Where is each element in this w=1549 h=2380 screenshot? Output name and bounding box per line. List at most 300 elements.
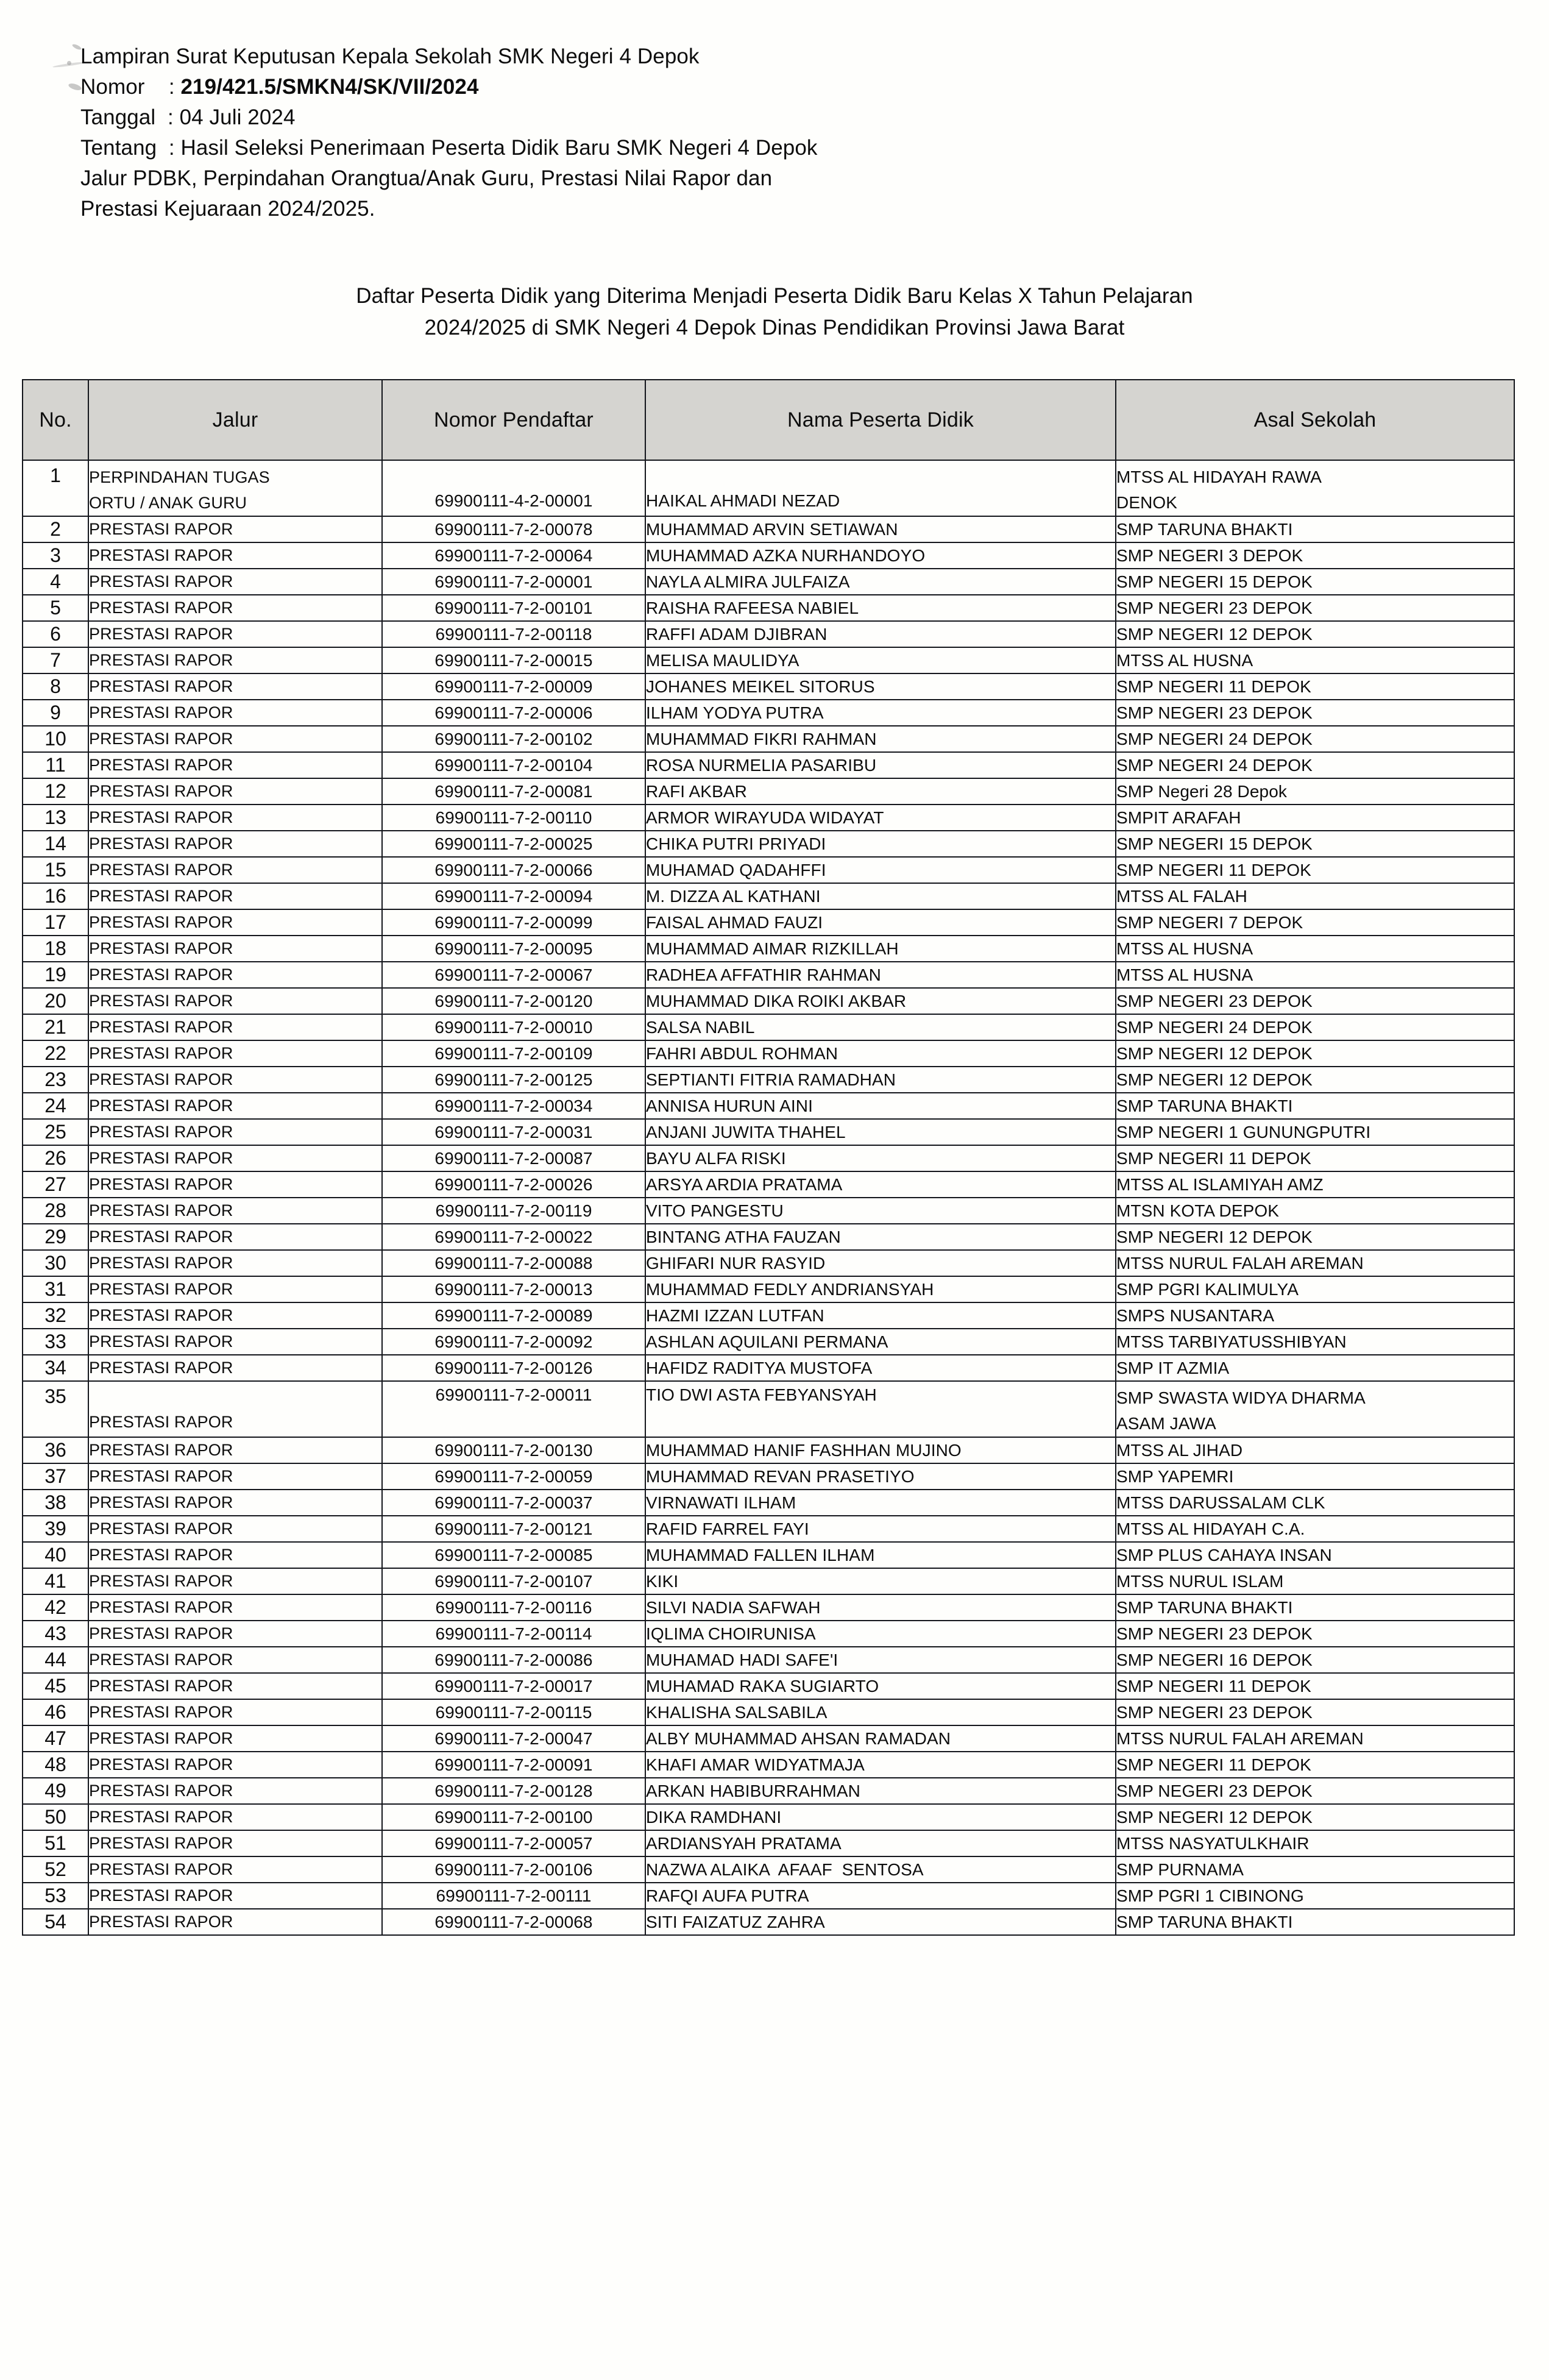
table-row bbox=[23, 1725, 1514, 1752]
cell-nomor-pendaftar: 69900111-7-2-00120 bbox=[382, 988, 645, 1014]
cell-asal-sekolah: SMP NEGERI 15 DEPOK bbox=[1116, 569, 1514, 595]
cell-jalur: PRESTASI RAPOR bbox=[88, 1463, 382, 1490]
cell-nama-peserta-didik: MUHAMMAD ARVIN SETIAWAN bbox=[645, 516, 1116, 542]
cell-nama-peserta-didik: KHAFI AMAR WIDYATMAJA bbox=[645, 1752, 1116, 1778]
cell-nama-peserta-didik: MUHAMMAD DIKA ROIKI AKBAR bbox=[645, 988, 1116, 1014]
cell-nomor-pendaftar: 69900111-7-2-00031 bbox=[382, 1119, 645, 1145]
cell-nama-peserta-didik: MUHAMMAD FEDLY ANDRIANSYAH bbox=[645, 1276, 1116, 1302]
cell-asal-sekolah: SMP NEGERI 11 DEPOK bbox=[1116, 857, 1514, 883]
cell-jalur: PRESTASI RAPOR bbox=[88, 752, 382, 778]
cell-no: 54 bbox=[23, 1909, 88, 1935]
cell-jalur: PRESTASI RAPOR bbox=[88, 831, 382, 857]
cell-asal-sekolah: SMP NEGERI 7 DEPOK bbox=[1116, 909, 1514, 936]
header-line-1 bbox=[80, 41, 1177, 72]
cell-nama-peserta-didik: MUHAMMAD AZKA NURHANDOYO bbox=[645, 542, 1116, 569]
cell-nama-peserta-didik: VITO PANGESTU bbox=[645, 1198, 1116, 1224]
cell-jalur: PRESTASI RAPOR bbox=[88, 1830, 382, 1856]
cell-jalur: PRESTASI RAPOR bbox=[88, 1437, 382, 1463]
cell-jalur: PRESTASI RAPOR bbox=[88, 1647, 382, 1673]
cell-asal-sekolah: SMP NEGERI 16 DEPOK bbox=[1116, 1647, 1514, 1673]
cell-no: 30 bbox=[23, 1250, 88, 1276]
cell-nomor-pendaftar: 69900111-7-2-00107 bbox=[382, 1568, 645, 1594]
cell-nama-peserta-didik: MUHAMMAD FIKRI RAHMAN bbox=[645, 726, 1116, 752]
cell-jalur: PRESTASI RAPOR bbox=[88, 1093, 382, 1119]
cell-nomor-pendaftar: 69900111-7-2-00106 bbox=[382, 1856, 645, 1883]
cell-no: 32 bbox=[23, 1302, 88, 1329]
cell-no: 19 bbox=[23, 962, 88, 988]
cell-jalur: PRESTASI RAPOR bbox=[88, 1725, 382, 1752]
cell-nomor-pendaftar: 69900111-7-2-00111 bbox=[382, 1883, 645, 1909]
cell-no: 18 bbox=[23, 936, 88, 962]
table-row bbox=[23, 962, 1514, 988]
cell-asal-sekolah: SMP NEGERI 23 DEPOK bbox=[1116, 700, 1514, 726]
cell-nama-peserta-didik: CHIKA PUTRI PRIYADI bbox=[645, 831, 1116, 857]
cell-nomor-pendaftar: 69900111-7-2-00100 bbox=[382, 1804, 645, 1830]
header-line-label: Nomor : bbox=[80, 75, 181, 99]
cell-nomor-pendaftar: 69900111-7-2-00057 bbox=[382, 1830, 645, 1856]
cell-jalur: PRESTASI RAPOR bbox=[88, 1171, 382, 1198]
table-row bbox=[23, 700, 1514, 726]
header-line-3 bbox=[80, 102, 1177, 133]
table-row bbox=[23, 621, 1514, 647]
cell-jalur: PRESTASI RAPOR bbox=[88, 1119, 382, 1145]
table-header bbox=[23, 380, 1514, 460]
cell-nama-peserta-didik: ANJANI JUWITA THAHEL bbox=[645, 1119, 1116, 1145]
table-row bbox=[23, 1463, 1514, 1490]
students-table-wrapper bbox=[22, 379, 1514, 1936]
cell-nomor-pendaftar: 69900111-7-2-00114 bbox=[382, 1621, 645, 1647]
cell-nomor-pendaftar: 69900111-7-2-00087 bbox=[382, 1145, 645, 1171]
table-row bbox=[23, 673, 1514, 700]
cell-no: 4 bbox=[23, 569, 88, 595]
header-line-label: Tentang : Hasil Seleksi Penerimaan Peserta Didik Baru SMK Negeri 4 Depok bbox=[80, 136, 818, 160]
cell-no: 5 bbox=[23, 595, 88, 621]
cell-no: 11 bbox=[23, 752, 88, 778]
cell-nama-peserta-didik: BINTANG ATHA FAUZAN bbox=[645, 1224, 1116, 1250]
header-line-5 bbox=[80, 163, 1177, 194]
table-row bbox=[23, 1673, 1514, 1699]
cell-nomor-pendaftar: 69900111-7-2-00121 bbox=[382, 1516, 645, 1542]
table-row bbox=[23, 1171, 1514, 1198]
cell-no: 43 bbox=[23, 1621, 88, 1647]
cell-jalur: PRESTASI RAPOR bbox=[88, 516, 382, 542]
cell-nama-peserta-didik: TIO DWI ASTA FEBYANSYAH bbox=[645, 1381, 1116, 1437]
cell-jalur: PRESTASI RAPOR bbox=[88, 1490, 382, 1516]
table-row bbox=[23, 936, 1514, 962]
cell-jalur: PRESTASI RAPOR bbox=[88, 1856, 382, 1883]
table-row bbox=[23, 542, 1514, 569]
cell-nomor-pendaftar: 69900111-7-2-00130 bbox=[382, 1437, 645, 1463]
cell-asal-sekolah: MTSS AL HUSNA bbox=[1116, 962, 1514, 988]
cell-nama-peserta-didik: MUHAMAD RAKA SUGIARTO bbox=[645, 1673, 1116, 1699]
table-row bbox=[23, 1198, 1514, 1224]
cell-nama-peserta-didik: MUHAMAD HADI SAFE'I bbox=[645, 1647, 1116, 1673]
cell-nomor-pendaftar: 69900111-7-2-00009 bbox=[382, 673, 645, 700]
cell-no: 33 bbox=[23, 1329, 88, 1355]
cell-no: 48 bbox=[23, 1752, 88, 1778]
cell-asal-sekolah: SMP NEGERI 12 DEPOK bbox=[1116, 1224, 1514, 1250]
cell-asal-sekolah: SMP TARUNA BHAKTI bbox=[1116, 1093, 1514, 1119]
cell-asal-sekolah: SMP NEGERI 12 DEPOK bbox=[1116, 621, 1514, 647]
cell-no: 45 bbox=[23, 1673, 88, 1699]
cell-asal-sekolah: MTSS AL HIDAYAH RAWA DENOK bbox=[1116, 460, 1514, 516]
cell-no: 35 bbox=[23, 1381, 88, 1437]
cell-asal-sekolah: SMPS NUSANTARA bbox=[1116, 1302, 1514, 1329]
cell-nomor-pendaftar: 69900111-7-2-00047 bbox=[382, 1725, 645, 1752]
cell-no: 9 bbox=[23, 700, 88, 726]
cell-no: 41 bbox=[23, 1568, 88, 1594]
col-header-nama: Nama Peserta Didik bbox=[645, 380, 1116, 460]
table-row bbox=[23, 726, 1514, 752]
cell-nama-peserta-didik: ARMOR WIRAYUDA WIDAYAT bbox=[645, 805, 1116, 831]
table-row bbox=[23, 778, 1514, 805]
cell-jalur: PRESTASI RAPOR bbox=[88, 1224, 382, 1250]
cell-no: 38 bbox=[23, 1490, 88, 1516]
cell-asal-sekolah: SMP NEGERI 24 DEPOK bbox=[1116, 1014, 1514, 1040]
cell-nomor-pendaftar: 69900111-7-2-00006 bbox=[382, 700, 645, 726]
table-row bbox=[23, 1621, 1514, 1647]
cell-nama-peserta-didik: RAFQI AUFA PUTRA bbox=[645, 1883, 1116, 1909]
cell-no: 25 bbox=[23, 1119, 88, 1145]
table-row bbox=[23, 1830, 1514, 1856]
cell-nomor-pendaftar: 69900111-7-2-00078 bbox=[382, 516, 645, 542]
cell-jalur: PRESTASI RAPOR bbox=[88, 673, 382, 700]
cell-nama-peserta-didik: FAISAL AHMAD FAUZI bbox=[645, 909, 1116, 936]
table-row bbox=[23, 1647, 1514, 1673]
cell-nomor-pendaftar: 69900111-7-2-00017 bbox=[382, 1673, 645, 1699]
table-row bbox=[23, 1119, 1514, 1145]
header-line-value: 219/421.5/SMKN4/SK/VII/2024 bbox=[180, 75, 479, 99]
cell-nomor-pendaftar: 69900111-7-2-00110 bbox=[382, 805, 645, 831]
cell-asal-sekolah: SMP TARUNA BHAKTI bbox=[1116, 1909, 1514, 1935]
cell-asal-sekolah: SMP NEGERI 24 DEPOK bbox=[1116, 752, 1514, 778]
cell-nama-peserta-didik: MUHAMAD QADAHFFI bbox=[645, 857, 1116, 883]
cell-nomor-pendaftar: 69900111-7-2-00015 bbox=[382, 647, 645, 673]
cell-nama-peserta-didik: ARKAN HABIBURRAHMAN bbox=[645, 1778, 1116, 1804]
cell-nomor-pendaftar: 69900111-7-2-00119 bbox=[382, 1198, 645, 1224]
cell-nomor-pendaftar: 69900111-7-2-00067 bbox=[382, 962, 645, 988]
cell-nomor-pendaftar: 69900111-7-2-00092 bbox=[382, 1329, 645, 1355]
cell-asal-sekolah: SMP PURNAMA bbox=[1116, 1856, 1514, 1883]
cell-no: 20 bbox=[23, 988, 88, 1014]
cell-no: 46 bbox=[23, 1699, 88, 1725]
table-row bbox=[23, 1594, 1514, 1621]
table-row bbox=[23, 1856, 1514, 1883]
cell-no: 1 bbox=[23, 460, 88, 516]
header-line-label: Jalur PDBK, Perpindahan Orangtua/Anak Guru, Prestasi Nilai Rapor dan bbox=[80, 166, 773, 190]
cell-jalur: PRESTASI RAPOR bbox=[88, 883, 382, 909]
cell-nomor-pendaftar: 69900111-7-2-00101 bbox=[382, 595, 645, 621]
cell-nomor-pendaftar: 69900111-7-2-00128 bbox=[382, 1778, 645, 1804]
cell-jalur: PRESTASI RAPOR bbox=[88, 1355, 382, 1381]
cell-no: 50 bbox=[23, 1804, 88, 1830]
cell-no: 15 bbox=[23, 857, 88, 883]
cell-nomor-pendaftar: 69900111-7-2-00001 bbox=[382, 569, 645, 595]
cell-no: 26 bbox=[23, 1145, 88, 1171]
cell-jalur: PRESTASI RAPOR bbox=[88, 621, 382, 647]
cell-jalur: PRESTASI RAPOR bbox=[88, 1621, 382, 1647]
cell-jalur: PERPINDAHAN TUGAS ORTU / ANAK GURU bbox=[88, 460, 382, 516]
cell-jalur: PRESTASI RAPOR bbox=[88, 569, 382, 595]
cell-no: 22 bbox=[23, 1040, 88, 1067]
table-row bbox=[23, 1542, 1514, 1568]
cell-asal-sekolah: MTSS AL ISLAMIYAH AMZ bbox=[1116, 1171, 1514, 1198]
cell-no: 51 bbox=[23, 1830, 88, 1856]
cell-no: 34 bbox=[23, 1355, 88, 1381]
cell-no: 2 bbox=[23, 516, 88, 542]
cell-no: 44 bbox=[23, 1647, 88, 1673]
cell-no: 31 bbox=[23, 1276, 88, 1302]
cell-nomor-pendaftar: 69900111-7-2-00116 bbox=[382, 1594, 645, 1621]
cell-nomor-pendaftar: 69900111-7-2-00085 bbox=[382, 1542, 645, 1568]
cell-no: 52 bbox=[23, 1856, 88, 1883]
cell-nomor-pendaftar: 69900111-7-2-00010 bbox=[382, 1014, 645, 1040]
cell-asal-sekolah: SMP TARUNA BHAKTI bbox=[1116, 516, 1514, 542]
cell-asal-sekolah: MTSS AL JIHAD bbox=[1116, 1437, 1514, 1463]
cell-asal-sekolah: MTSS NURUL ISLAM bbox=[1116, 1568, 1514, 1594]
cell-jalur: PRESTASI RAPOR bbox=[88, 1883, 382, 1909]
cell-nama-peserta-didik: MUHAMMAD HANIF FASHHAN MUJINO bbox=[645, 1437, 1116, 1463]
cell-jalur: PRESTASI RAPOR bbox=[88, 1329, 382, 1355]
cell-asal-sekolah: MTSS AL HUSNA bbox=[1116, 647, 1514, 673]
cell-no: 21 bbox=[23, 1014, 88, 1040]
cell-nama-peserta-didik: RAFFI ADAM DJIBRAN bbox=[645, 621, 1116, 647]
cell-jalur: PRESTASI RAPOR bbox=[88, 726, 382, 752]
header-line-4 bbox=[80, 133, 1177, 163]
cell-nomor-pendaftar: 69900111-7-2-00034 bbox=[382, 1093, 645, 1119]
cell-asal-sekolah: SMP NEGERI 23 DEPOK bbox=[1116, 595, 1514, 621]
cell-no: 13 bbox=[23, 805, 88, 831]
cell-nomor-pendaftar: 69900111-7-2-00089 bbox=[382, 1302, 645, 1329]
cell-nomor-pendaftar: 69900111-7-2-00064 bbox=[382, 542, 645, 569]
cell-nama-peserta-didik: RADHEA AFFATHIR RAHMAN bbox=[645, 962, 1116, 988]
cell-no: 14 bbox=[23, 831, 88, 857]
cell-asal-sekolah: SMP YAPEMRI bbox=[1116, 1463, 1514, 1490]
cell-no: 40 bbox=[23, 1542, 88, 1568]
cell-no: 53 bbox=[23, 1883, 88, 1909]
cell-asal-sekolah: MTSS AL FALAH bbox=[1116, 883, 1514, 909]
table-row bbox=[23, 1145, 1514, 1171]
cell-jalur: PRESTASI RAPOR bbox=[88, 1594, 382, 1621]
cell-no: 42 bbox=[23, 1594, 88, 1621]
cell-jalur: PRESTASI RAPOR bbox=[88, 1673, 382, 1699]
table-row bbox=[23, 1883, 1514, 1909]
header-line-6 bbox=[80, 194, 1177, 224]
table-row bbox=[23, 831, 1514, 857]
cell-nomor-pendaftar: 69900111-7-2-00037 bbox=[382, 1490, 645, 1516]
cell-nomor-pendaftar: 69900111-7-2-00022 bbox=[382, 1224, 645, 1250]
cell-nomor-pendaftar: 69900111-7-2-00095 bbox=[382, 936, 645, 962]
cell-nama-peserta-didik: MUHAMMAD FALLEN ILHAM bbox=[645, 1542, 1116, 1568]
cell-jalur: PRESTASI RAPOR bbox=[88, 1516, 382, 1542]
table-row bbox=[23, 1752, 1514, 1778]
cell-jalur: PRESTASI RAPOR bbox=[88, 1145, 382, 1171]
cell-jalur: PRESTASI RAPOR bbox=[88, 857, 382, 883]
cell-asal-sekolah: SMP SWASTA WIDYA DHARMA ASAM JAWA bbox=[1116, 1381, 1514, 1437]
cell-nama-peserta-didik: MELISA MAULIDYA bbox=[645, 647, 1116, 673]
col-header-jalur: Jalur bbox=[88, 380, 382, 460]
table-row bbox=[23, 1804, 1514, 1830]
cell-nomor-pendaftar: 69900111-7-2-00109 bbox=[382, 1040, 645, 1067]
cell-nama-peserta-didik: SALSA NABIL bbox=[645, 1014, 1116, 1040]
table-row bbox=[23, 460, 1514, 516]
table-row bbox=[23, 1302, 1514, 1329]
cell-jalur: PRESTASI RAPOR bbox=[88, 1381, 382, 1437]
cell-nama-peserta-didik: HAFIDZ RADITYA MUSTOFA bbox=[645, 1355, 1116, 1381]
cell-asal-sekolah: SMP NEGERI 23 DEPOK bbox=[1116, 1699, 1514, 1725]
cell-nama-peserta-didik: IQLIMA CHOIRUNISA bbox=[645, 1621, 1116, 1647]
cell-asal-sekolah: MTSS NURUL FALAH AREMAN bbox=[1116, 1250, 1514, 1276]
cell-nama-peserta-didik: ARDIANSYAH PRATAMA bbox=[645, 1830, 1116, 1856]
cell-jalur: PRESTASI RAPOR bbox=[88, 1542, 382, 1568]
cell-asal-sekolah: MTSS NASYATULKHAIR bbox=[1116, 1830, 1514, 1856]
table-row bbox=[23, 1250, 1514, 1276]
cell-jalur: PRESTASI RAPOR bbox=[88, 1302, 382, 1329]
table-row bbox=[23, 1276, 1514, 1302]
cell-nomor-pendaftar: 69900111-7-2-00088 bbox=[382, 1250, 645, 1276]
table-row bbox=[23, 1355, 1514, 1381]
table-header-row bbox=[23, 380, 1514, 460]
cell-asal-sekolah: SMP PGRI 1 CIBINONG bbox=[1116, 1883, 1514, 1909]
cell-jalur: PRESTASI RAPOR bbox=[88, 647, 382, 673]
cell-asal-sekolah: SMP NEGERI 11 DEPOK bbox=[1116, 1673, 1514, 1699]
cell-asal-sekolah: SMP NEGERI 24 DEPOK bbox=[1116, 726, 1514, 752]
table-row bbox=[23, 1329, 1514, 1355]
cell-jalur: PRESTASI RAPOR bbox=[88, 542, 382, 569]
cell-nama-peserta-didik: BAYU ALFA RISKI bbox=[645, 1145, 1116, 1171]
cell-nama-peserta-didik: ILHAM YODYA PUTRA bbox=[645, 700, 1116, 726]
cell-jalur: PRESTASI RAPOR bbox=[88, 988, 382, 1014]
table-row bbox=[23, 1778, 1514, 1804]
cell-nomor-pendaftar: 69900111-7-2-00102 bbox=[382, 726, 645, 752]
header-line-2 bbox=[80, 72, 1177, 102]
document-title bbox=[0, 280, 1549, 344]
cell-no: 39 bbox=[23, 1516, 88, 1542]
cell-asal-sekolah: SMP NEGERI 12 DEPOK bbox=[1116, 1067, 1514, 1093]
cell-jalur: PRESTASI RAPOR bbox=[88, 1014, 382, 1040]
table-row bbox=[23, 647, 1514, 673]
table-row bbox=[23, 1699, 1514, 1725]
cell-no: 17 bbox=[23, 909, 88, 936]
cell-nama-peserta-didik: SITI FAIZATUZ ZAHRA bbox=[645, 1909, 1116, 1935]
cell-nama-peserta-didik: HAZMI IZZAN LUTFAN bbox=[645, 1302, 1116, 1329]
table-row bbox=[23, 595, 1514, 621]
table-row bbox=[23, 516, 1514, 542]
cell-nomor-pendaftar: 69900111-7-2-00068 bbox=[382, 1909, 645, 1935]
cell-nomor-pendaftar: 69900111-7-2-00011 bbox=[382, 1381, 645, 1437]
cell-no: 23 bbox=[23, 1067, 88, 1093]
table-row bbox=[23, 1909, 1514, 1935]
cell-no: 6 bbox=[23, 621, 88, 647]
cell-nama-peserta-didik: NAYLA ALMIRA JULFAIZA bbox=[645, 569, 1116, 595]
cell-no: 7 bbox=[23, 647, 88, 673]
cell-nomor-pendaftar: 69900111-7-2-00125 bbox=[382, 1067, 645, 1093]
table-row bbox=[23, 1437, 1514, 1463]
cell-nomor-pendaftar: 69900111-7-2-00081 bbox=[382, 778, 645, 805]
letter-header bbox=[80, 41, 1177, 224]
cell-nomor-pendaftar: 69900111-7-2-00104 bbox=[382, 752, 645, 778]
cell-asal-sekolah: SMP NEGERI 11 DEPOK bbox=[1116, 1145, 1514, 1171]
cell-nama-peserta-didik: KHALISHA SALSABILA bbox=[645, 1699, 1116, 1725]
table-row bbox=[23, 1014, 1514, 1040]
cell-nama-peserta-didik: NAZWA ALAIKA AFAAF SENTOSA bbox=[645, 1856, 1116, 1883]
cell-jalur: PRESTASI RAPOR bbox=[88, 1699, 382, 1725]
cell-jalur: PRESTASI RAPOR bbox=[88, 700, 382, 726]
cell-no: 36 bbox=[23, 1437, 88, 1463]
cell-no: 12 bbox=[23, 778, 88, 805]
cell-nama-peserta-didik: ANNISA HURUN AINI bbox=[645, 1093, 1116, 1119]
cell-jalur: PRESTASI RAPOR bbox=[88, 1752, 382, 1778]
cell-asal-sekolah: SMP PGRI KALIMULYA bbox=[1116, 1276, 1514, 1302]
header-line-label: Lampiran Surat Keputusan Kepala Sekolah SMK Negeri 4 Depok bbox=[80, 44, 700, 68]
cell-jalur: PRESTASI RAPOR bbox=[88, 1804, 382, 1830]
cell-jalur: PRESTASI RAPOR bbox=[88, 1909, 382, 1935]
cell-no: 28 bbox=[23, 1198, 88, 1224]
cell-nama-peserta-didik: MUHAMMAD AIMAR RIZKILLAH bbox=[645, 936, 1116, 962]
cell-nama-peserta-didik: M. DIZZA AL KATHANI bbox=[645, 883, 1116, 909]
cell-jalur: PRESTASI RAPOR bbox=[88, 805, 382, 831]
cell-jalur: PRESTASI RAPOR bbox=[88, 962, 382, 988]
cell-nama-peserta-didik: SILVI NADIA SAFWAH bbox=[645, 1594, 1116, 1621]
cell-no: 27 bbox=[23, 1171, 88, 1198]
cell-asal-sekolah: SMP NEGERI 12 DEPOK bbox=[1116, 1040, 1514, 1067]
cell-nomor-pendaftar: 69900111-4-2-00001 bbox=[382, 460, 645, 516]
cell-no: 16 bbox=[23, 883, 88, 909]
cell-nama-peserta-didik: RAFID FARREL FAYI bbox=[645, 1516, 1116, 1542]
cell-nama-peserta-didik: HAIKAL AHMADI NEZAD bbox=[645, 460, 1116, 516]
cell-no: 49 bbox=[23, 1778, 88, 1804]
cell-asal-sekolah: MTSS TARBIYATUSSHIBYAN bbox=[1116, 1329, 1514, 1355]
cell-nama-peserta-didik: ALBY MUHAMMAD AHSAN RAMADAN bbox=[645, 1725, 1116, 1752]
cell-jalur: PRESTASI RAPOR bbox=[88, 595, 382, 621]
cell-nama-peserta-didik: DIKA RAMDHANI bbox=[645, 1804, 1116, 1830]
cell-nomor-pendaftar: 69900111-7-2-00066 bbox=[382, 857, 645, 883]
title-line-2: 2024/2025 di SMK Negeri 4 Depok Dinas Pendidikan Provinsi Jawa Barat bbox=[424, 316, 1125, 339]
cell-no: 29 bbox=[23, 1224, 88, 1250]
cell-no: 24 bbox=[23, 1093, 88, 1119]
cell-nomor-pendaftar: 69900111-7-2-00025 bbox=[382, 831, 645, 857]
table-row bbox=[23, 1040, 1514, 1067]
cell-nomor-pendaftar: 69900111-7-2-00091 bbox=[382, 1752, 645, 1778]
scan-artifact bbox=[67, 61, 71, 65]
table-row bbox=[23, 909, 1514, 936]
table-row bbox=[23, 1224, 1514, 1250]
cell-asal-sekolah: SMP NEGERI 11 DEPOK bbox=[1116, 673, 1514, 700]
table-row bbox=[23, 1093, 1514, 1119]
cell-asal-sekolah: SMP NEGERI 23 DEPOK bbox=[1116, 988, 1514, 1014]
cell-nama-peserta-didik: SEPTIANTI FITRIA RAMADHAN bbox=[645, 1067, 1116, 1093]
cell-nama-peserta-didik: ROSA NURMELIA PASARIBU bbox=[645, 752, 1116, 778]
cell-nomor-pendaftar: 69900111-7-2-00026 bbox=[382, 1171, 645, 1198]
cell-asal-sekolah: SMP Negeri 28 Depok bbox=[1116, 778, 1514, 805]
cell-nama-peserta-didik: GHIFARI NUR RASYID bbox=[645, 1250, 1116, 1276]
cell-no: 10 bbox=[23, 726, 88, 752]
cell-nama-peserta-didik: MUHAMMAD REVAN PRASETIYO bbox=[645, 1463, 1116, 1490]
header-line-label: Tanggal : 04 Juli 2024 bbox=[80, 105, 296, 129]
table-row bbox=[23, 883, 1514, 909]
cell-asal-sekolah: SMP NEGERI 23 DEPOK bbox=[1116, 1778, 1514, 1804]
cell-asal-sekolah: SMP NEGERI 11 DEPOK bbox=[1116, 1752, 1514, 1778]
cell-asal-sekolah: MTSS AL HIDAYAH C.A. bbox=[1116, 1516, 1514, 1542]
table-row bbox=[23, 1516, 1514, 1542]
cell-jalur: PRESTASI RAPOR bbox=[88, 1250, 382, 1276]
cell-jalur: PRESTASI RAPOR bbox=[88, 909, 382, 936]
cell-nomor-pendaftar: 69900111-7-2-00118 bbox=[382, 621, 645, 647]
header-line-label: Prestasi Kejuaraan 2024/2025. bbox=[80, 197, 375, 221]
table-row bbox=[23, 569, 1514, 595]
cell-nomor-pendaftar: 69900111-7-2-00086 bbox=[382, 1647, 645, 1673]
cell-jalur: PRESTASI RAPOR bbox=[88, 936, 382, 962]
